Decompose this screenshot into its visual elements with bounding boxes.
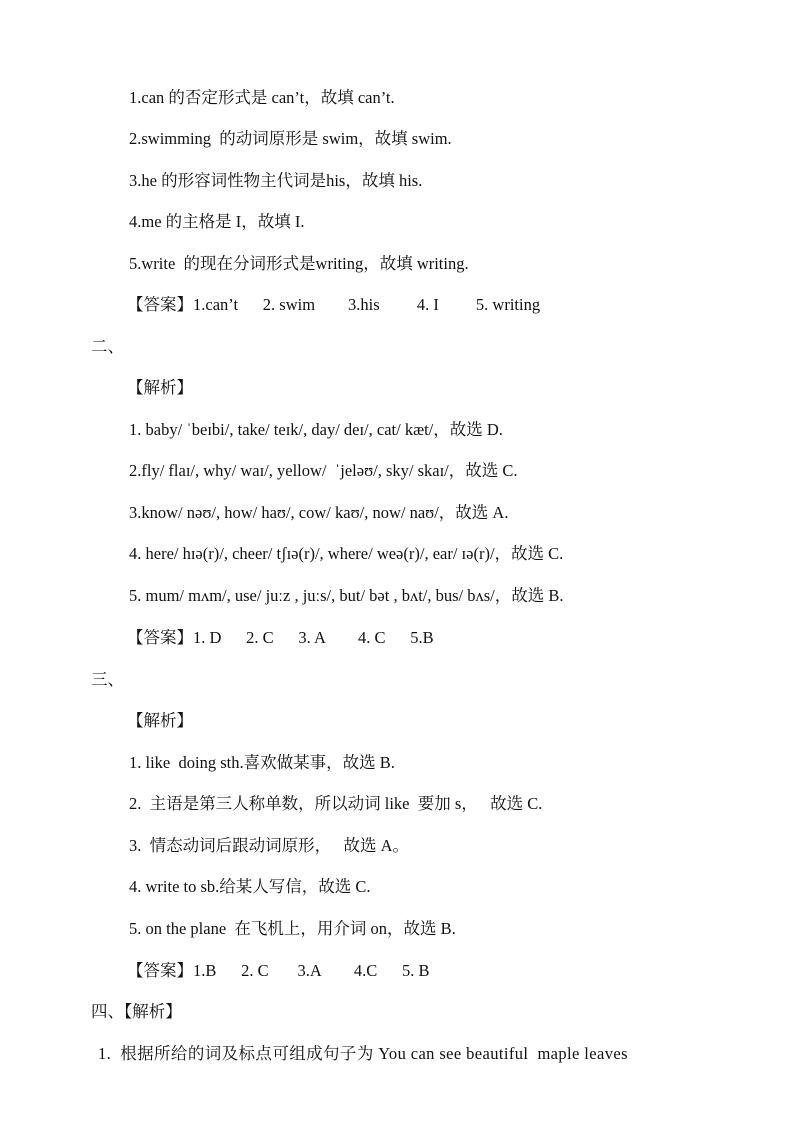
section3-answer: 【答案】1.B 2. C 3.A 4.C 5. B <box>127 961 430 980</box>
section2-heading: 二、 <box>91 337 124 356</box>
section2-analysis-label: 【解析】 <box>127 378 193 397</box>
section2-item-1: 1. baby/ ˈbeɪbi/, take/ teɪk/, day/ deɪ/, cat/ kæt/，故选 D. <box>129 420 503 439</box>
section1-item-3: 3.he 的形容词性物主代词是his，故填 his. <box>129 171 423 190</box>
section3-item-2: 2. 主语是第三人称单数，所以动词 like 要加 s， 故选 C. <box>129 794 543 813</box>
section3-item-3: 3. 情态动词后跟动词原形， 故选 A。 <box>129 836 410 855</box>
section1-answer: 【答案】1.can’t 2. swim 3.his 4. I 5. writing <box>127 295 541 314</box>
section1-item-2: 2.swimming 的动词原形是 swim，故填 swim. <box>129 129 452 148</box>
section2-answer: 【答案】1. D 2. C 3. A 4. C 5.B <box>127 628 434 647</box>
section2-item-3: 3.know/ nəʊ/, how/ haʊ/, cow/ kaʊ/, now/ naʊ/，故选 A. <box>129 503 509 522</box>
section3-heading: 三、 <box>91 670 124 689</box>
section1-item-5: 5.write 的现在分词形式是writing，故填 writing. <box>129 254 469 273</box>
section3-item-4: 4. write to sb.给某人写信，故选 C. <box>129 877 371 896</box>
section4-item-1: 1. 根据所给的词及标点可组成句子为 You can see beautiful maple leaves <box>98 1044 628 1063</box>
section3-item-5: 5. on the plane 在飞机上，用介词 on，故选 B. <box>129 919 456 938</box>
section3-analysis-label: 【解析】 <box>127 711 193 730</box>
section2-item-2: 2.fly/ flaɪ/, why/ waɪ/, yellow/ ˈjeləʊ/, sky/ skaɪ/，故选 C. <box>129 461 518 480</box>
section1-item-1: 1.can 的否定形式是 can’t，故填 can’t. <box>129 88 395 107</box>
section2-item-5: 5. mum/ mʌm/, use/ juːz , juːs/, but/ bət , bʌt/, bus/ bʌs/，故选 B. <box>129 586 564 605</box>
section3-item-1: 1. like doing sth.喜欢做某事，故选 B. <box>129 753 395 772</box>
section2-item-4: 4. here/ hɪə(r)/, cheer/ tʃɪə(r)/, where/ weə(r)/, ear/ ɪə(r)/，故选 C. <box>129 544 564 563</box>
section4-heading: 四、【解析】 <box>91 1002 182 1021</box>
section1-item-4: 4.me 的主格是 I，故填 I. <box>129 212 305 231</box>
